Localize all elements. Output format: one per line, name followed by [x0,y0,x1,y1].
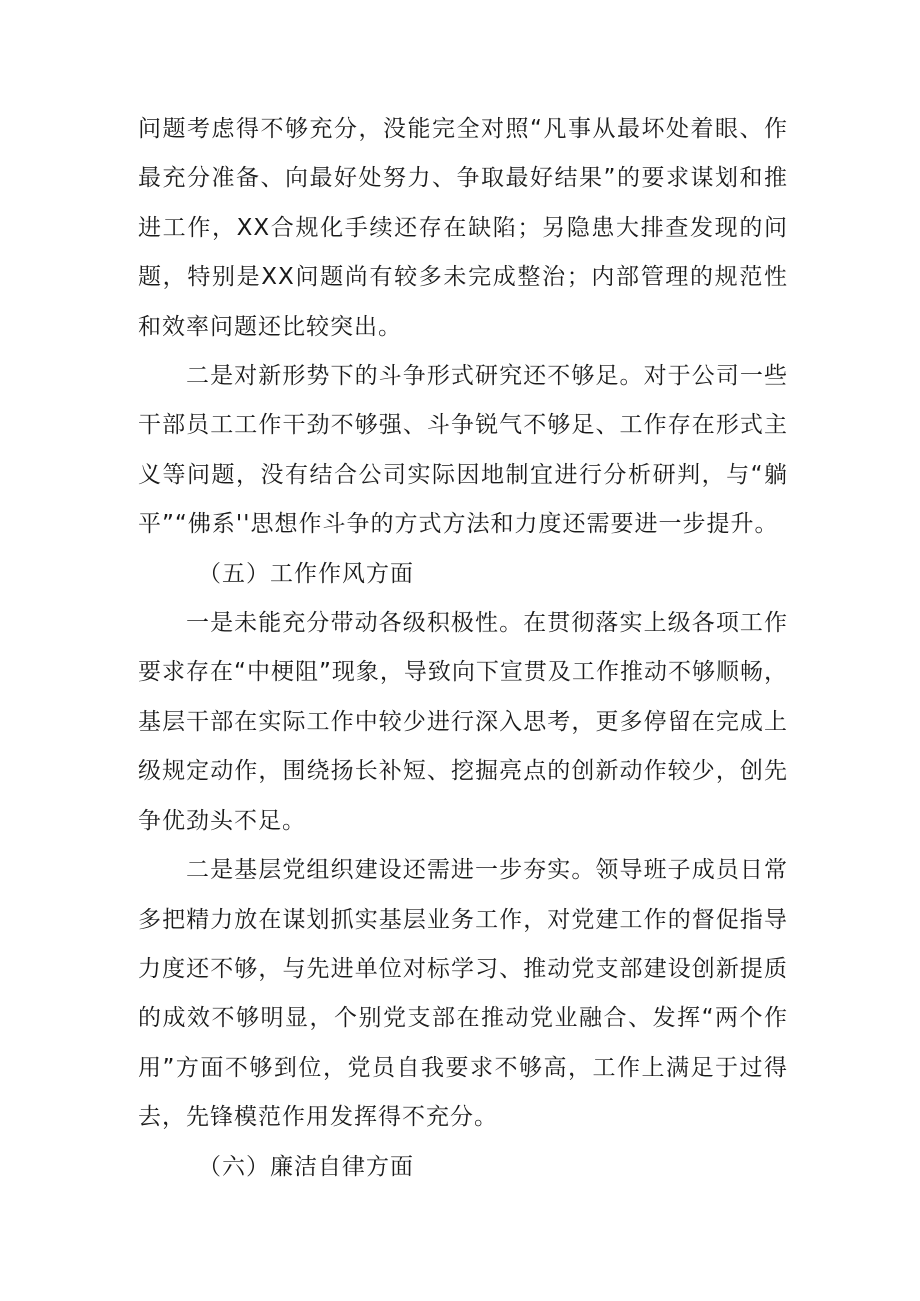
paragraph-struggle-research: 二是对新形势下的斗争形式研究还不够足。对于公司一些干部员工工作干劲不够强、斗争锐气不够足、工作存在形式主义等问题，没有结合公司实际因地制宜进行分析研判，与“躺平”“佛系''思想作斗争的方式方法和力度还需要进一步提升。 [138,363,788,538]
section-heading-work-style: （五）工作作风方面 [198,560,414,587]
paragraph-problem-continued: 问题考虑得不够充分，没能完全对照“凡事从最坏处着眼、作最充分准备、向最好处努力、争取最好结果”的要求谋划和推进工作，XX合规化手续还存在缺陷；另隐患大排查发现的问题，特别是XX问题尚有较多未完成整治；内部管理的规范性和效率问题还比较突出。 [138,116,788,340]
document-body [138,105,788,1192]
paragraph-enthusiasm: 一是未能充分带动各级积极性。在贯彻落实上级各项工作要求存在“中梗阻”现象，导致向下宣贯及工作推动不够顺畅，基层干部在实际工作中较少进行深入思考，更多停留在完成上级规定动作，围绕扬长补短、挖掘亮点的创新动作较少，创先争优劲头不足。 [138,610,788,834]
section-heading-integrity: （六）廉洁自律方面 [198,1153,414,1180]
paragraph-party-organization: 二是基层党组织建设还需进一步夯实。领导班子成员日常多把精力放在谋划抓实基层业务工作，对党建工作的督促指导力度还不够，与先进单位对标学习、推动党支部建设创新提质的成效不够明显，个别党支部在推动党业融合、发挥“两个作用”方面不够到位，党员自我要求不够高，工作上满足于过得去，先锋模范作用发挥得不充分。 [138,857,788,1131]
